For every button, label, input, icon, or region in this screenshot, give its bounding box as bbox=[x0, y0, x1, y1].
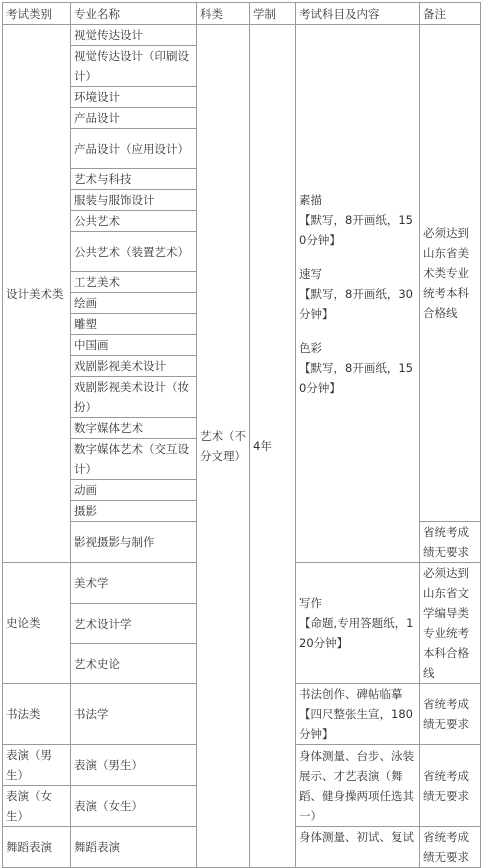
major-cell: 绘画 bbox=[71, 293, 197, 314]
major-cell: 公共艺术 bbox=[71, 211, 197, 232]
exam-detail: 【默写，8开画纸，30分钟】 bbox=[299, 286, 413, 321]
major-cell: 环境设计 bbox=[71, 87, 197, 108]
remark-cell: 省统考成绩无要求 bbox=[420, 745, 481, 827]
major-cell: 艺术与科技 bbox=[71, 169, 197, 190]
header-cell: 考试科目及内容 bbox=[296, 3, 420, 25]
remark-cell: 省统考成绩无要求 bbox=[420, 522, 481, 563]
exam-title: 速写 bbox=[299, 266, 322, 281]
table-row bbox=[3, 25, 481, 46]
major-cell: 表演（女生） bbox=[71, 786, 197, 827]
exam-title: 色彩 bbox=[299, 340, 322, 355]
exam-title: 素描 bbox=[299, 192, 322, 207]
category-cell: 设计美术类 bbox=[3, 25, 71, 563]
major-cell: 摄影 bbox=[71, 501, 197, 522]
header-cell: 科类 bbox=[197, 3, 250, 25]
major-cell: 戏剧影视美术设计（妆扮） bbox=[71, 377, 197, 418]
major-cell: 数字媒体艺术 bbox=[71, 418, 197, 439]
exam-title: 身体测量、台步、泳装展示、才艺表演（舞蹈、健身操两项任选其一） bbox=[299, 748, 414, 823]
exam-title: 书法创作、碑帖临摹 bbox=[299, 687, 403, 701]
category-cell: 史论类 bbox=[3, 563, 71, 684]
header-cell: 学制 bbox=[250, 3, 296, 25]
exam-title: 写作 bbox=[299, 596, 322, 610]
major-cell: 影视摄影与制作 bbox=[71, 522, 197, 563]
admissions-table bbox=[2, 2, 481, 868]
exam-title: 身体测量、初试、复试 bbox=[299, 830, 414, 844]
header-row bbox=[3, 3, 481, 25]
exam-detail: 【四尺整张生宣，180分钟】 bbox=[299, 707, 413, 741]
header-cell: 备注 bbox=[420, 3, 481, 25]
major-cell: 雕塑 bbox=[71, 314, 197, 335]
major-cell: 动画 bbox=[71, 480, 197, 501]
category-cell: 表演（女生） bbox=[3, 786, 71, 827]
major-cell: 艺术史论 bbox=[71, 644, 197, 684]
major-cell: 数字媒体艺术（交互设计） bbox=[71, 439, 197, 480]
major-cell: 舞蹈表演 bbox=[71, 827, 197, 868]
exam-cell bbox=[296, 25, 420, 563]
exam-detail: 【默写，8开画纸，150分钟】 bbox=[299, 360, 413, 395]
major-cell: 中国画 bbox=[71, 335, 197, 356]
major-cell: 艺术设计学 bbox=[71, 604, 197, 644]
exam-cell bbox=[296, 745, 420, 827]
major-cell: 工艺美术 bbox=[71, 272, 197, 293]
major-cell: 表演（男生） bbox=[71, 745, 197, 786]
category-cell: 书法类 bbox=[3, 684, 71, 745]
duration-cell: 4年 bbox=[250, 25, 296, 868]
art-type-cell: 艺术（不分文理） bbox=[197, 25, 250, 868]
exam-cell bbox=[296, 827, 420, 868]
major-cell: 产品设计 bbox=[71, 108, 197, 129]
remark-cell: 省统考成绩无要求 bbox=[420, 684, 481, 745]
major-cell: 书法学 bbox=[71, 684, 197, 745]
exam-detail: 【命题,专用答题纸，120分钟】 bbox=[299, 616, 414, 650]
remark-cell: 省统考成绩无要求 bbox=[420, 827, 481, 868]
remark-cell: 必须达到山东省美术类专业统考本科合格线 bbox=[420, 25, 481, 522]
exam-detail: 【默写，8开画纸，150分钟】 bbox=[299, 212, 413, 247]
exam-cell bbox=[296, 684, 420, 745]
header-cell: 考试类别 bbox=[3, 3, 71, 25]
category-cell: 表演（男生） bbox=[3, 745, 71, 786]
major-cell: 美术学 bbox=[71, 563, 197, 604]
remark-cell: 必须达到山东省文学编导类专业统考本科合格线 bbox=[420, 563, 481, 684]
major-cell: 产品设计（应用设计） bbox=[71, 129, 197, 169]
major-cell: 视觉传达设计（印刷设计） bbox=[71, 46, 197, 87]
category-cell: 舞蹈表演 bbox=[3, 827, 71, 868]
major-cell: 视觉传达设计 bbox=[71, 25, 197, 46]
major-cell: 公共艺术（装置艺术） bbox=[71, 232, 197, 272]
major-cell: 服装与服饰设计 bbox=[71, 190, 197, 211]
header-cell: 专业名称 bbox=[71, 3, 197, 25]
major-cell: 戏剧影视美术设计 bbox=[71, 356, 197, 377]
exam-cell bbox=[296, 563, 420, 684]
